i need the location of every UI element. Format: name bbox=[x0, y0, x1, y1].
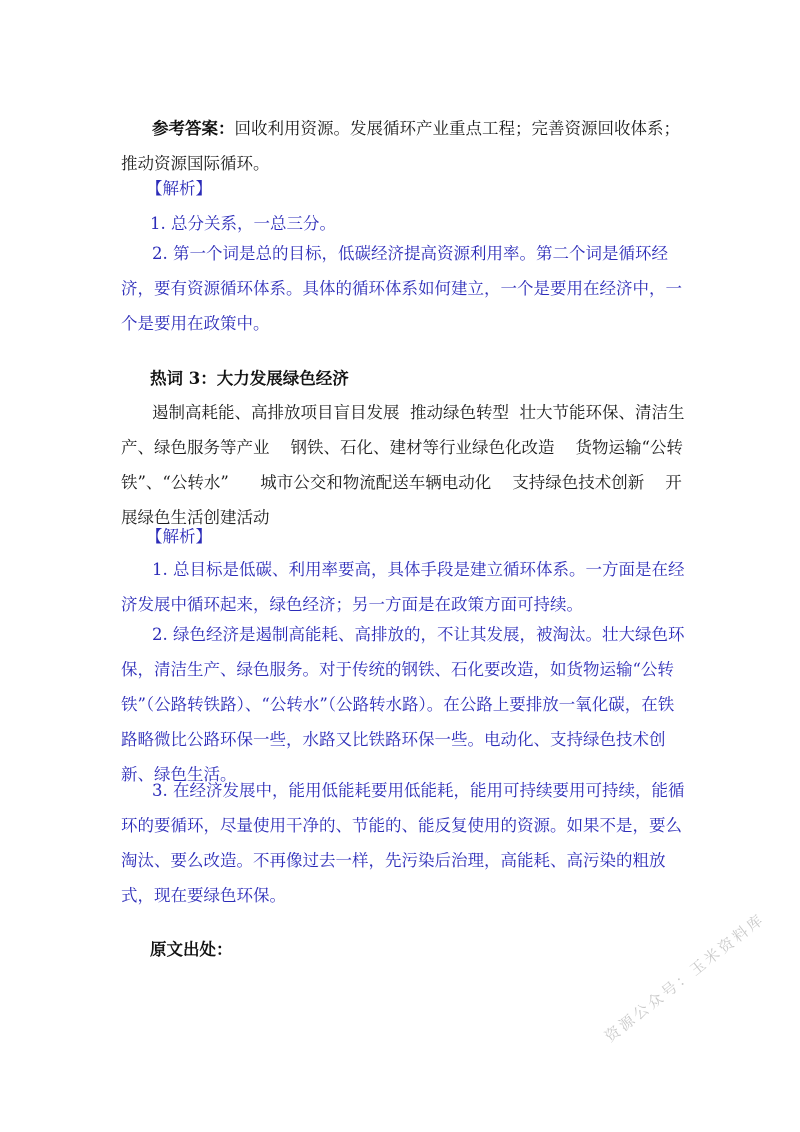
source-heading: 原文出处： bbox=[150, 940, 233, 959]
analysis-2-item-1: 1. 总目标是低碳、利用率要高，具体手段是建立循环体系。一方面是在经济发展中循环起来，绿色经济；另一方面是在政策方面可持续。 bbox=[121, 560, 685, 614]
analysis-heading-1: 【解析】 bbox=[146, 179, 212, 198]
reference-answer-label: 参考答案： bbox=[152, 119, 235, 138]
hotword-3-keywords: 遏制高耗能、高排放项目盲目发展 推动绿色转型 壮大节能环保、清洁生产、绿色服务等产业 钢铁、石化、建材等行业绿色化改造 货物运输“公转铁”、“公转水” 城市公交和物流配送车辆电动化 支持绿色技术创新 开展绿色生活创建活动 bbox=[121, 403, 685, 527]
analysis-2-item-2: 2. 绿色经济是遏制高能耗、高排放的，不让其发展，被淘汰。壮大绿色环保，清洁生产、绿色服务。对于传统的钢铁、石化要改造，如货物运输“公转铁”（公路转铁路）、“公转水”（公路转水路）。在公路上要排放一氧化碳，在铁路略微比公路环保一些，水路又比铁路环保一些。电动化、支持绿色技术创新、绿色生活。 bbox=[121, 625, 685, 784]
analysis-heading-2: 【解析】 bbox=[146, 527, 212, 546]
reference-answer-text: 回收利用资源。发展循环产业重点工程；完善资源回收体系；推动资源国际循环。 bbox=[121, 119, 680, 173]
analysis-2-item-3: 3. 在经济发展中，能用低能耗要用低能耗，能用可持续要用可持续，能循环的要循环，尽量使用干净的、节能的、能反复使用的资源。如果不是，要么淘汰、要么改造。不再像过去一样，先污染后治理，高能耗、高污染的粗放式，现在要绿色环保。 bbox=[121, 781, 685, 905]
watermark-text: 资源公众号：玉米资料库 bbox=[601, 909, 769, 1046]
analysis-1-item-1: 1. 总分关系，一总三分。 bbox=[150, 214, 336, 233]
hotword-3-heading: 热词 3：大力发展绿色经济 bbox=[150, 369, 349, 388]
analysis-1-item-2: 2. 第一个词是总的目标，低碳经济提高资源利用率。第二个词是循环经济，要有资源循环体系。具体的循环体系如何建立，一个是要用在经济中，一个是要用在政策中。 bbox=[121, 244, 682, 333]
